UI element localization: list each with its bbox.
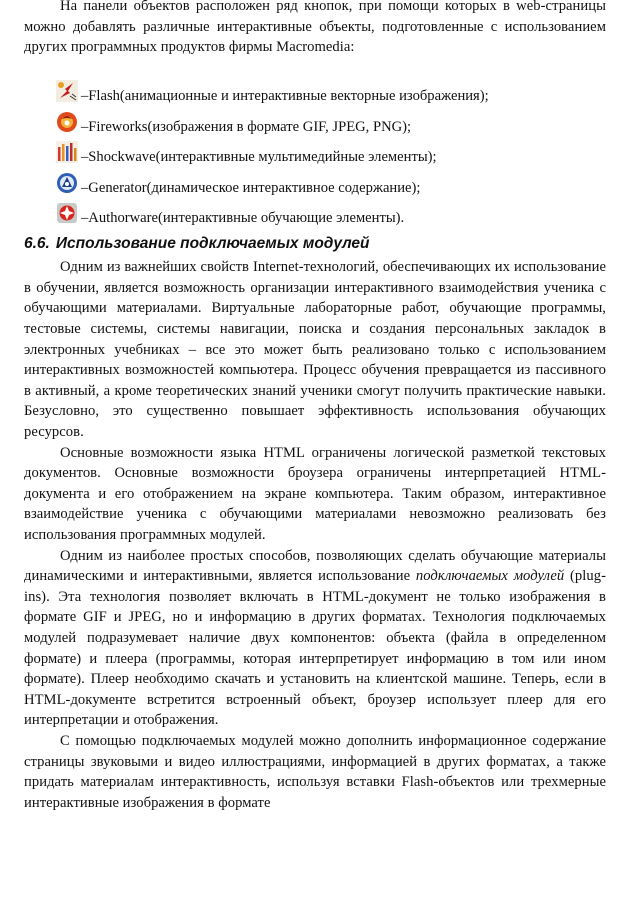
flash-icon [56, 80, 78, 102]
tool-description: (анимационные и интерактивные векторные изображения); [119, 88, 489, 105]
tool-name: Generator [88, 179, 147, 196]
tool-dash: – [81, 149, 89, 166]
document-page [24, 0, 606, 813]
section-heading [24, 234, 606, 254]
tool-item-generator [56, 167, 606, 198]
tool-description: (динамическое интерактивное содержание); [146, 179, 421, 196]
fireworks-icon [56, 111, 78, 133]
tool-name: Flash [88, 88, 120, 105]
tool-name: Shockwave [88, 149, 156, 166]
tool-item-shockwave [56, 137, 606, 168]
italic-term: подключаемых модулей [415, 568, 565, 585]
body-paragraph: Основные возможности языка HTML ограничены логической разметкой текстовых документов. Основные возможности броузера ограничены интерпретацией HTML-документа и его отображением на экране компьютера. Таким образом, интерактивное взаимодействие ученика с обучающими материалами невозможно реализовать без использования программных модулей. [24, 444, 606, 543]
tool-item-flash [56, 76, 606, 107]
body-paragraph [24, 546, 606, 731]
intro-paragraph: На панели объектов расположен ряд кнопок, при помощи которых в web-страницы можно добавлять различные интерактивные объекты, подготовленные с использованием других программных продуктов фирмы Macromedia: [24, 0, 606, 56]
tool-dash: – [81, 118, 89, 135]
tool-name: Fireworks [88, 118, 148, 135]
tool-dash: – [81, 210, 89, 227]
tool-dash: – [81, 179, 89, 196]
body-paragraph: Одним из важнейших свойств Internet-технологий, обеспечивающих их использование в обучении, является возможность организации интерактивного взаимодействия ученика с обучающими материалами. Виртуальные лабораторные работ, обучающие программы, тестовые системы, системы навигации, поиска и создания персональных закладок в электронных учебниках – все это может быть реализовано только с использованием интерактивных возможностей компьютера. Процесс обучения превращается из пассивного в активный, а кроме теоретических знаний ученики смогут получить практические навыки. Безусловно, это существенно повышает эффективность использования обучающих ресурсов. [24, 259, 606, 441]
tool-dash: – [81, 88, 89, 105]
tool-description: (интерактивные мультимедийные элементы); [155, 149, 437, 166]
tool-description: (изображения в формате GIF, JPEG, PNG); [147, 118, 412, 135]
tool-item-fireworks [56, 106, 606, 137]
paragraph-text: (plug-ins). Эта технология позволяет включать в HTML-документ не только изображения в формате GIF и JPEG, но и информацию в других форматах. Технология подключаемых модулей подразумевает наличие двух компонентов: объекта (файла в определенном формате) и плеера (программы, которая интерпретирует информацию в том или ином формате). Плеер необходимо скачать и установить на клиентской машине. Теперь, если в HTML-документе встретится встроенный объект, броузер использует плеер для его интерпретации и отображения. [24, 568, 606, 729]
paragraph-text: Одним из наиболее простых способов, позволяющих сделать обучающие материалы динамическими и интерактивными, является использование [24, 547, 606, 585]
body-paragraph: С помощью подключаемых модулей можно дополнить информационное содержание страницы звуковыми и видео иллюстрациями, информацией в других форматах, а также придать материалам интерактивность, используя вставки Flash-объектов или трехмерные интерактивные изображения в формате [24, 732, 606, 811]
object-button-list [56, 76, 606, 229]
section-title: Использование подключаемых модулей [55, 235, 370, 253]
generator-icon [56, 172, 78, 194]
authorware-icon [56, 202, 78, 224]
shockwave-icon [56, 141, 78, 163]
section-number: 6.6. [24, 235, 50, 253]
tool-name: Authorware [88, 210, 158, 227]
tool-description: (интерактивные обучающие элементы). [158, 210, 405, 227]
tool-item-authorware [56, 198, 606, 229]
